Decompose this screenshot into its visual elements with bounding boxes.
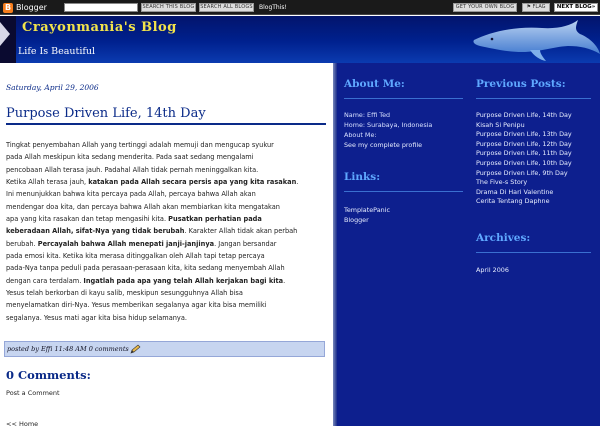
link-item[interactable]: TemplatePanic	[344, 206, 390, 214]
blog-description: Life Is Beautiful	[18, 46, 96, 57]
body-text: segalanya. Yesus mati agar kita bisa hidup selamanya.	[6, 313, 187, 322]
search-all-blogs-button[interactable]: SEARCH ALL BLOGS	[200, 4, 253, 10]
about-me-label: About Me:	[344, 131, 377, 139]
about-name: Name: Effi Ted	[344, 111, 391, 119]
body-text: Tingkat penyembahan Allah yang tertinggi adalah memuji dan mengucap syukur	[6, 141, 274, 149]
post-title[interactable]: Purpose Driven Life, 14th Day	[6, 106, 326, 125]
post-body-line	[6, 238, 324, 250]
post-date: Saturday, April 29, 2006	[6, 83, 99, 92]
previous-posts-divider	[476, 98, 591, 99]
body-text: pada Allah meskipun kita sedang menderita. Pada saat sedang mengalami	[6, 153, 254, 162]
post-comment-link[interactable]: Post a Comment	[6, 389, 60, 397]
post-body-line	[6, 139, 324, 151]
body-text: Yesus telah berkorban di kayu salib, meskipun sesungguhnya Allah bisa	[6, 289, 243, 298]
search-this-blog-button[interactable]: SEARCH THIS BLOG	[142, 4, 195, 10]
home-link[interactable]: << Home	[6, 420, 39, 426]
post-body-line	[6, 213, 324, 225]
emphasis-text: Ingatlah pada apa yang telah Allah kerjakan bagi kita	[83, 276, 284, 285]
flag-label: FLAG	[532, 4, 546, 10]
previous-post-link[interactable]: Purpose Driven Life, 11th Day	[476, 149, 572, 158]
post-body	[6, 139, 324, 324]
archives-heading: Archives:	[476, 232, 531, 244]
header-stripe-decoration	[0, 16, 16, 63]
blogger-b-icon: B	[4, 2, 12, 12]
emphasis-text: Pusatkan perhatian pada	[168, 215, 262, 224]
blogger-navbar	[0, 0, 600, 15]
body-text: dengan cara terdalam.	[6, 276, 84, 285]
previous-post-link[interactable]: Purpose Driven Life, 9th Day	[476, 168, 568, 177]
body-text: .	[296, 178, 299, 187]
post-body-line	[6, 225, 324, 237]
previous-post-link[interactable]: The Five-s Story	[476, 178, 528, 187]
previous-post-link[interactable]: Cerita Tentang Daphne	[476, 197, 550, 206]
emphasis-text: katakan pada Allah secara persis apa yang kita rasakan	[88, 178, 297, 187]
link-item[interactable]: Blogger	[344, 216, 369, 224]
post-footer	[4, 341, 325, 357]
blog-title[interactable]: Crayonmania's Blog	[22, 20, 177, 35]
emphasis-text: keberadaan Allah, sifat-Nya yang tidak berubah	[6, 227, 185, 236]
post-footer-text[interactable]: posted by Effi 11:48 AM 0 comments	[7, 345, 129, 353]
blogger-logo[interactable]	[3, 2, 47, 13]
archives-divider	[476, 252, 591, 253]
body-text: pencobaan Allah terasa jauh. Padahal Allah tidak pernah meninggalkan kita.	[6, 165, 259, 174]
post-body-line	[6, 201, 324, 213]
body-text: . Karakter Allah tidak akan perbah	[184, 227, 298, 236]
body-text: apa yang kita rasakan dan tetap mengasihi kita.	[6, 215, 169, 224]
body-text: .	[283, 276, 286, 285]
archive-item[interactable]: April 2006	[476, 266, 509, 274]
get-your-own-blog-button[interactable]: GET YOUR OWN BLOG	[453, 3, 517, 12]
body-text: pada emosi kita. Ketika kita merasa ditinggalkan oleh Allah tapi tetap percaya	[6, 252, 265, 261]
blog-header	[0, 16, 600, 63]
body-text: . Jangan bersandar	[214, 239, 277, 248]
post-body-line	[6, 287, 324, 299]
blogthis-link[interactable]: BlogThis!	[259, 4, 287, 11]
complete-profile-link[interactable]: See my complete profile	[344, 141, 423, 149]
post-body-line	[6, 299, 324, 311]
previous-post-link[interactable]: Purpose Driven Life, 10th Day	[476, 159, 572, 167]
body-text: menyelamatkan diri-Nya. Yesus memberikan segalanya agar kita bisa memiliki	[6, 301, 267, 310]
previous-post-link[interactable]: Purpose Driven Life, 12th Day	[476, 139, 572, 148]
about-heading: About Me:	[344, 78, 405, 90]
blogger-logo-text: Blogger	[16, 3, 47, 12]
flag-icon: ⚑	[526, 4, 531, 10]
body-text: Ini menunjukkan bahwa kita percaya pada Allah, percaya bahwa Allah akan	[6, 190, 256, 199]
post-body-line	[6, 250, 324, 262]
next-blog-button[interactable]: NEXT BLOG»	[554, 3, 598, 12]
edit-pencil-icon[interactable]	[129, 344, 141, 355]
emphasis-text: Percayalah bahwa Allah menepati janji-janjinya	[37, 239, 215, 248]
about-divider	[344, 98, 463, 99]
post-body-line	[6, 262, 324, 274]
previous-post-link[interactable]: Drama Di Hari Valentine	[476, 187, 554, 196]
post-body-line	[6, 151, 324, 163]
comments-heading: 0 Comments:	[6, 368, 91, 382]
dolphin-icon	[470, 16, 600, 63]
previous-post-link[interactable]: Kisah Si Penipu	[476, 120, 525, 129]
post-body-line	[6, 312, 324, 324]
post-body-line	[6, 164, 324, 176]
post-body-line	[6, 275, 324, 287]
about-home: Home: Surabaya, Indonesia	[344, 121, 433, 129]
body-text: Ketika Allah terasa jauh,	[6, 178, 89, 187]
post-body-line	[6, 176, 324, 188]
body-text: pada-Nya tanpa peduli pada perasaan-perasaan kita, kita sedang menyembah Allah	[6, 264, 285, 273]
previous-post-link[interactable]: Purpose Driven Life, 14th Day	[476, 111, 572, 119]
previous-post-link[interactable]: Purpose Driven Life, 13th Day	[476, 130, 572, 139]
body-text: mendengar doa kita, dan percaya bahwa Allah akan membiarkan kita mengatakan	[6, 202, 280, 211]
links-divider	[344, 191, 463, 192]
flag-button[interactable]	[522, 3, 550, 12]
post-body-line	[6, 188, 324, 200]
navbar-search-input[interactable]	[64, 3, 138, 12]
previous-posts-heading: Previous Posts:	[476, 78, 566, 90]
body-text: berubah.	[6, 239, 38, 248]
links-heading: Links:	[344, 171, 381, 183]
